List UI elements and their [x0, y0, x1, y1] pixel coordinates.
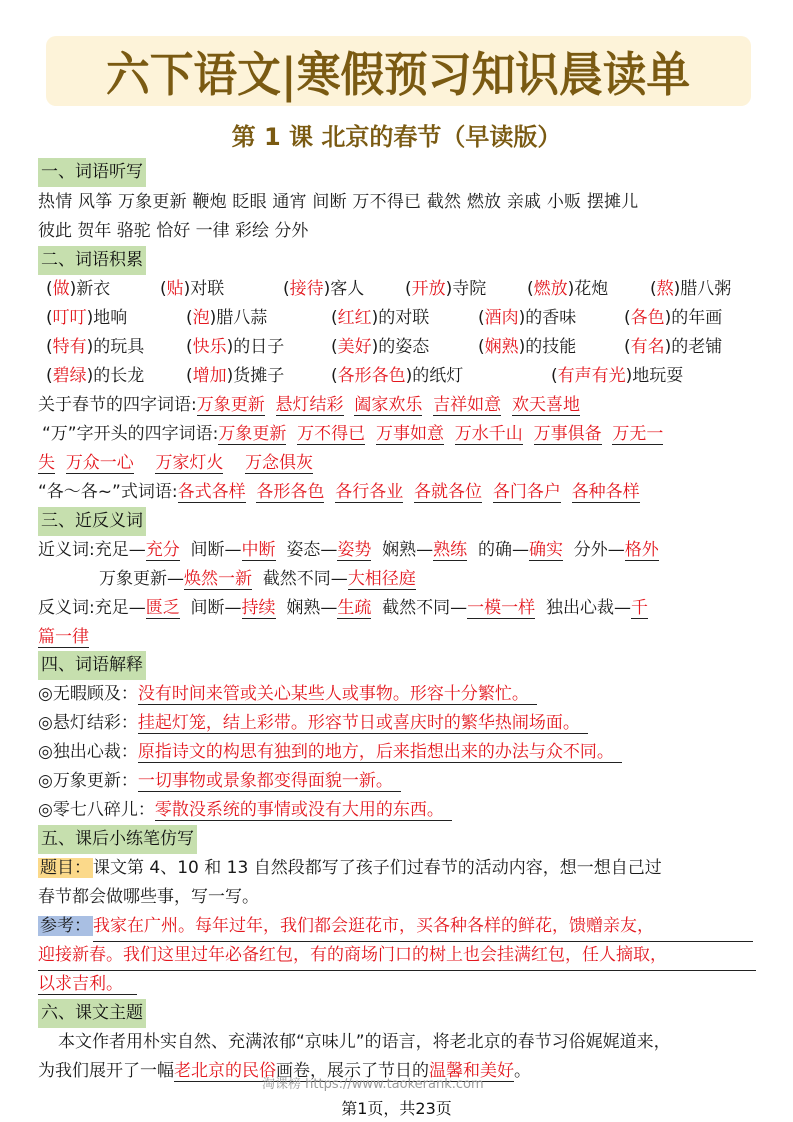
- definition-item: ◎独出心裁：原指诗文的构思有独到的地方，后来指想出来的办法与众不同。: [38, 738, 622, 767]
- collocation-item: (红红)的对联: [331, 308, 430, 328]
- spring-idioms-line: 关于春节的四字词语:万象更新 悬灯结彩 阖家欢乐 吉祥如意 欢天喜地: [38, 395, 580, 415]
- reference-tag: 参考：: [40, 916, 91, 936]
- wan-idioms-label: “万”字开头的四字词语:: [42, 424, 219, 444]
- page-number: 第1页，共23页: [341, 1099, 452, 1118]
- collocation-item: (增加)货摊子: [186, 366, 285, 386]
- section-heading-theme: 六、课文主题: [38, 999, 146, 1028]
- dictation-words-line2: 彼此 贺年 骆驼 恰好 一律 彩绘 分外: [38, 221, 309, 241]
- title-banner: [46, 36, 751, 106]
- wan-idioms-line: “万”字开头的四字词语:万象更新 万不得已 万事如意 万水千山 万事俱备 万无一: [42, 424, 664, 444]
- collocation-item: (美好)的姿态: [331, 337, 430, 357]
- collocation-item: (各形各色)的纸灯: [331, 366, 464, 386]
- question-tag: 题目：: [40, 858, 91, 878]
- reference-line2: 迎接新春。我们这里过年必备红包，有的商场门口的树上也会挂满红包，任人摘取，: [38, 941, 756, 970]
- question-line2: 春节都会做哪些事，写一写。: [38, 887, 259, 907]
- collocation-item: (泡)腊八蒜: [186, 308, 268, 328]
- dictation-words-line1: 热情 风筝 万象更新 鞭炮 眨眼 通宵 间断 万不得已 截然 燃放 亲戚 小贩 摆摊儿: [38, 192, 639, 212]
- collocation-item: (做)新衣: [46, 279, 111, 299]
- section-heading-synonyms-antonyms: 三、近反义词: [38, 507, 146, 536]
- section-heading-definitions: 四、词语解释: [38, 651, 146, 680]
- collocation-item: (碧绿)的长龙: [46, 366, 145, 386]
- definition-item: ◎万象更新：一切事物或景象都变得面貌一新。: [38, 767, 401, 796]
- collocation-item: (有名)的老铺: [624, 337, 723, 357]
- collocation-item: (娴熟)的技能: [478, 337, 577, 357]
- lesson-subtitle: 第 1 课 北京的春节（早读版）: [231, 123, 562, 151]
- collocation-item: (酒肉)的香味: [478, 308, 577, 328]
- ge-idioms-line: “各～各~”式词语:各式各样 各形各色 各行各业 各就各位 各门各户 各种各样: [38, 482, 640, 502]
- collocation-item: (特有)的玩具: [46, 337, 145, 357]
- reference-line3: 以求吉利。: [38, 970, 137, 999]
- theme-line2: 为我们展开了一幅老北京的民俗画卷，展示了节日的温馨和美好。: [38, 1061, 531, 1081]
- collocation-item: (燃放)花炮: [527, 279, 609, 299]
- synonyms-line2: 万象更新—焕然一新 截然不同—大相径庭: [99, 569, 416, 589]
- collocation-item: (接待)客人: [283, 279, 365, 299]
- spring-idioms-label: 关于春节的四字词语:: [38, 395, 197, 415]
- theme-line1: 本文作者用朴实自然、充满浓郁“京味儿”的语言，将老北京的春节习俗娓娓道来，: [58, 1032, 671, 1052]
- definition-item: ◎零七八碎儿：零散没系统的事情或没有大用的东西。: [38, 796, 452, 825]
- antonyms-line2: 篇一律: [38, 627, 89, 647]
- section-heading-vocab: 二、词语积累: [38, 246, 146, 275]
- synonyms-line1: 近义词:充足—充分 间断—中断 姿态—姿势 娴熟—熟练 的确—确实 分外—格外: [38, 540, 659, 560]
- collocation-item: (快乐)的日子: [186, 337, 285, 357]
- definition-item: ◎悬灯结彩：挂起灯笼，结上彩带。形容节日或喜庆时的繁华热闹场面。: [38, 709, 588, 738]
- collocation-item: (熬)腊八粥: [650, 279, 732, 299]
- wan-idioms-line-cont: 失 万众一心 万家灯火 万念俱灰: [38, 453, 314, 473]
- collocation-item: (叮叮)地响: [46, 308, 128, 328]
- collocation-item: (有声有光)地玩耍: [551, 366, 684, 386]
- question-line1: 题目： 课文第 4、10 和 13 自然段都写了孩子们过春节的活动内容，想一想自己过: [40, 858, 662, 878]
- reference-line1: 参考： 我家在广州。每年过年，我们都会逛花市，买各种各样的鲜花，馈赠亲友，: [38, 912, 753, 941]
- section-heading-dictation: 一、词语听写: [38, 158, 146, 187]
- collocation-item: (贴)对联: [160, 279, 225, 299]
- collocation-item: (开放)寺院: [405, 279, 487, 299]
- definition-item: ◎无暇顾及：没有时间来管或关心某些人或事物。形容十分繁忙。: [38, 680, 537, 709]
- page-title: 六下语文|寒假预习知识晨读单: [106, 47, 691, 103]
- collocation-item: (各色)的年画: [624, 308, 723, 328]
- antonyms-line1: 反义词:充足—匮乏 间断—持续 娴熟—生疏 截然不同—一模一样 独出心裁—千: [38, 598, 648, 618]
- watermark: 淘课榜 https://www.taokerank.com: [262, 1077, 484, 1092]
- ge-idioms-label: “各～各~”式词语:: [38, 482, 178, 502]
- section-heading-writing-practice: 五、课后小练笔仿写: [38, 825, 197, 854]
